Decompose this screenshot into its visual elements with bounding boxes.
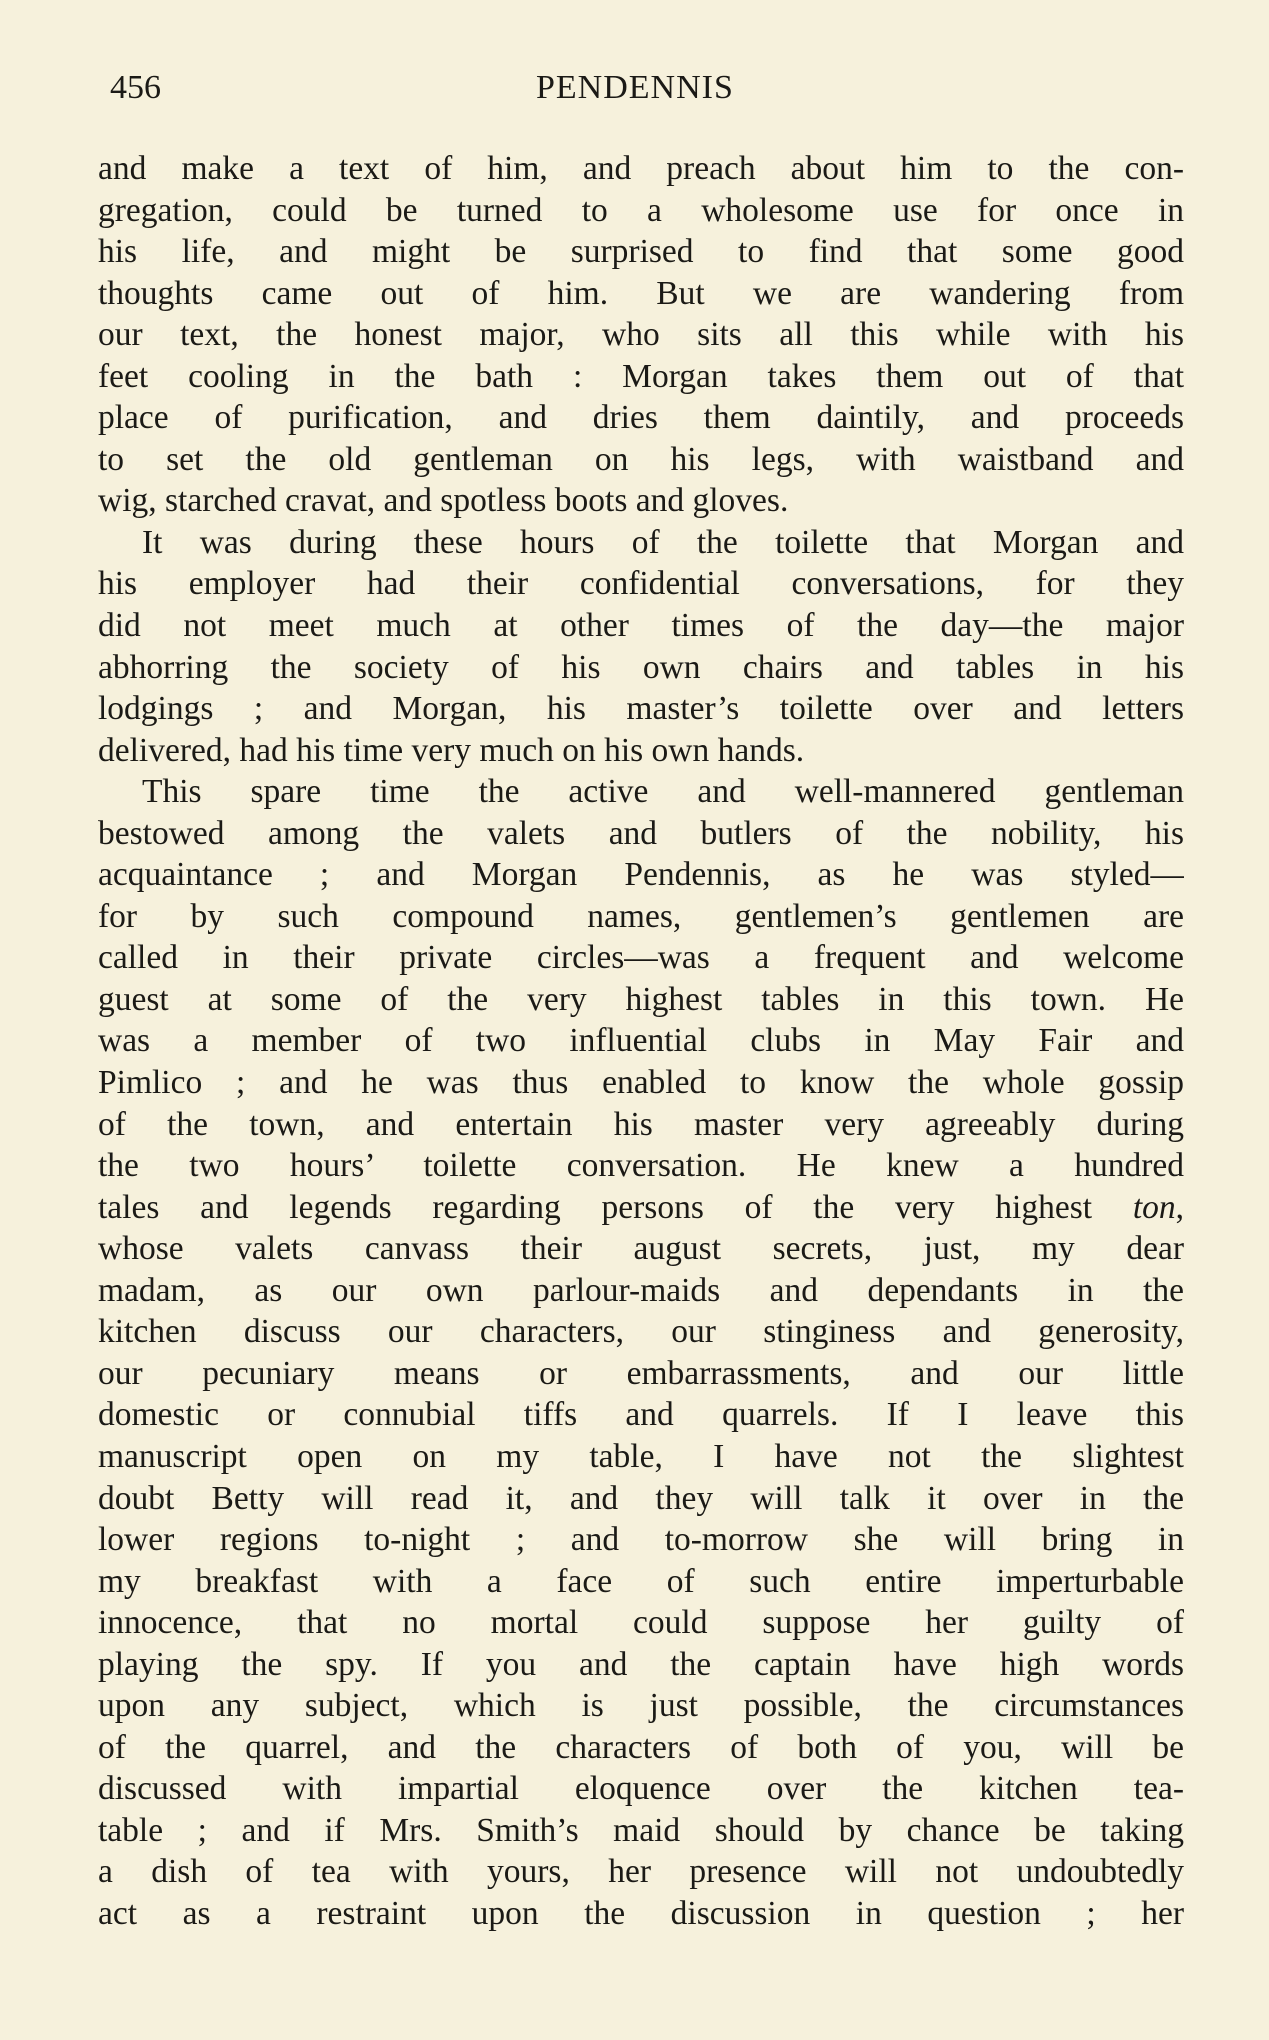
text-line: upon any subject, which is just possible, the circumstances [98, 1687, 1184, 1725]
text-line: doubt Betty will read it, and they will talk it over in the [98, 1479, 1184, 1517]
text-line: lower regions to-night ; and to-morrow she will bring in [98, 1521, 1184, 1559]
running-head [0, 64, 1269, 112]
text-line: This spare time the active and well-mannered gentleman [142, 773, 1184, 811]
text-line: his employer had their confidential conversations, for they [98, 565, 1184, 603]
text-line: kitchen discuss our characters, our stinginess and generosity, [98, 1313, 1184, 1351]
text-line: our text, the honest major, who sits all this while with his [98, 316, 1184, 354]
text-line: did not meet much at other times of the day—the major [98, 607, 1184, 645]
text-line: acquaintance ; and Morgan Pendennis, as he was styled— [98, 856, 1184, 894]
text-line: playing the spy. If you and the captain have high words [98, 1645, 1184, 1683]
text-line: bestowed among the valets and butlers of the nobility, his [98, 814, 1184, 852]
text-line: called in their private circles—was a frequent and welcome [98, 939, 1184, 977]
body-text [98, 148, 1184, 1935]
text-line: innocence, that no mortal could suppose her guilty of [98, 1604, 1184, 1642]
text-line: my breakfast with a face of such entire imperturbable [98, 1562, 1184, 1600]
text-line: delivered, had his time very much on his own hands. [98, 731, 805, 769]
page-number: 456 [110, 69, 161, 106]
text-line: gregation, could be turned to a wholesome use for once in [98, 191, 1184, 229]
text-line: a dish of tea with yours, her presence will not undoubtedly [98, 1853, 1184, 1891]
text-line: madam, as our own parlour-maids and dependants in the [98, 1271, 1184, 1309]
text-line: of the town, and entertain his master very agreeably during [98, 1105, 1184, 1143]
text-line: It was during these hours of the toilette that Morgan and [142, 523, 1184, 561]
text-line: guest at some of the very highest tables in this town. He [98, 980, 1184, 1018]
text-line: place of purification, and dries them daintily, and proceeds [98, 399, 1184, 437]
text-line: to set the old gentleman on his legs, with waistband and [98, 440, 1184, 478]
text-line: table ; and if Mrs. Smith’s maid should by chance be taking [98, 1811, 1184, 1849]
text-line: his life, and might be surprised to find that some good [98, 233, 1184, 271]
text-line: our pecuniary means or embarrassments, and our little [98, 1354, 1184, 1392]
text-line: was a member of two influential clubs in May Fair and [98, 1022, 1184, 1060]
text-line: discussed with impartial eloquence over the kitchen tea- [98, 1770, 1184, 1808]
text-line: of the quarrel, and the characters of both of you, will be [98, 1728, 1184, 1766]
text-line: tales and legends regarding persons of the very highest ton, [98, 1188, 1184, 1226]
text-line: and make a text of him, and preach about him to the con- [98, 150, 1184, 187]
text-line: feet cooling in the bath : Morgan takes them out of that [98, 357, 1184, 395]
text-line: wig, starched cravat, and spotless boots and gloves. [98, 482, 789, 520]
text-line: domestic or connubial tiffs and quarrels. If I leave this [98, 1396, 1184, 1434]
text-line: whose valets canvass their august secrets, just, my dear [98, 1230, 1184, 1268]
text-line: abhorring the society of his own chairs and tables in his [98, 648, 1184, 686]
text-line: the two hours’ toilette conversation. He knew a hundred [98, 1147, 1184, 1185]
text-line: act as a restraint upon the discussion in question ; her [98, 1894, 1184, 1932]
text-line: for by such compound names, gentlemen’s gentlemen are [98, 897, 1184, 935]
text-line: thoughts came out of him. But we are wandering from [98, 274, 1184, 312]
text-line: manuscript open on my table, I have not the slightest [98, 1437, 1184, 1475]
text-line: lodgings ; and Morgan, his master’s toilette over and letters [98, 690, 1184, 728]
text-line: Pimlico ; and he was thus enabled to know the whole gossip [98, 1064, 1184, 1102]
running-title: PENDENNIS [536, 69, 734, 106]
